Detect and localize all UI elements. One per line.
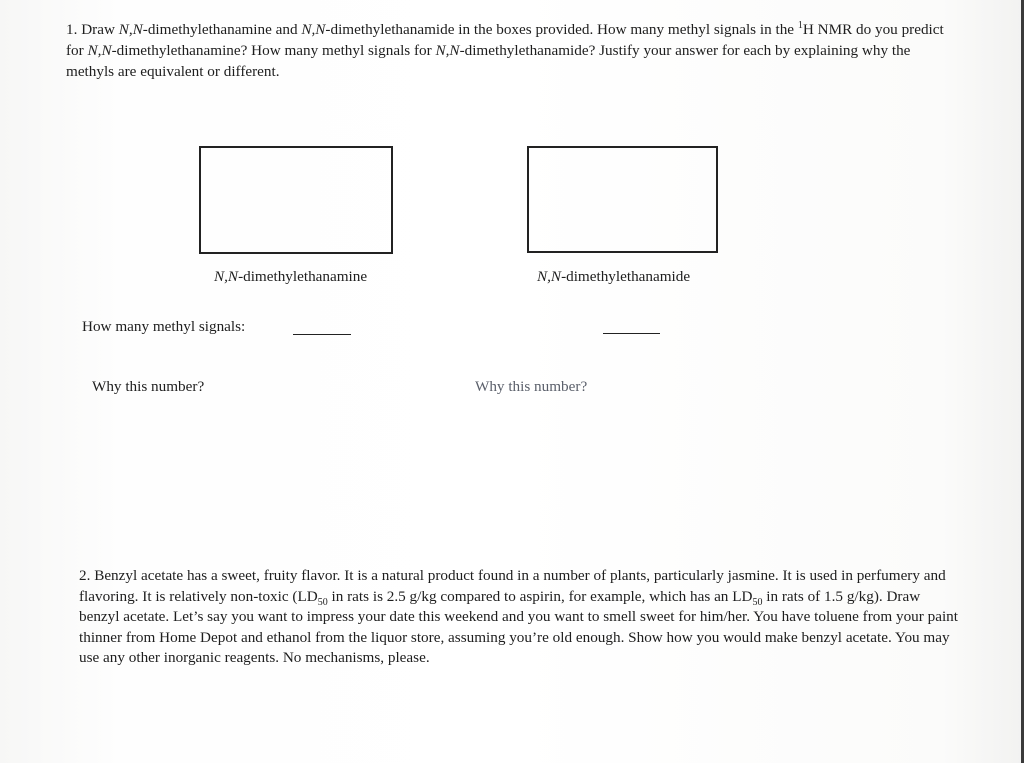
amine-signals-blank[interactable] [293,334,351,335]
amine-why-label: Why this number? [92,378,205,395]
question-number: 1. [66,21,78,38]
q1-text-part: -dimethylethanamine? How many methyl signals for [111,42,436,59]
methyl-signals-label: How many methyl signals: [82,318,246,335]
amine-locant: N,N [214,268,239,285]
question-2-text [79,566,964,669]
q1-amine-locant: N,N [118,21,143,38]
q2-text-part: 2. Benzyl acetate has a sweet, fruity flavor. It is a natural product found in a number of plants, particularly jasmine. It is used in perfumery and flavoring. It is relatively non-toxic (LD [79,567,946,605]
ld50-subscript: 50 [317,596,328,608]
amine-name: -dimethylethanamine [238,268,368,285]
q2-text-part: in rats is 2.5 g/kg compared to aspirin, for example, which has an LD [327,587,753,605]
q1-amide-locant: N,N [301,21,326,38]
q1-amine-locant: N,N [87,42,112,59]
q1-amide-locant: N,N [435,42,460,59]
amine-box-label [214,268,367,286]
amide-name: -dimethylethanamide [561,268,691,285]
q1-text-part: -dimethylethanamine and [142,21,302,38]
amide-drawing-box[interactable] [527,146,718,253]
amide-why-label: Why this number? [475,378,588,395]
q1-text-part: H NMR do you predict for [66,21,944,59]
amide-locant: N,N [537,268,562,285]
q1-text-part: -dimethylethanamide? Justify your answer for each by explaining why the methyls are equivalent or different. [66,42,911,80]
q2-text-part: in rats of 1.5 g/kg). Draw benzyl acetate. Let’s say you want to impress your date this weekend and you want to smell sweet for him/her. You have toluene from your paint thinner from Home Depot and ethanol from the liquor store, assuming you’re old enough. Show how you would make benzyl acetate. You may use any other inorganic reagents. No mechanisms, please. [79,587,958,666]
amide-box-label [537,268,690,286]
nmr-superscript: 1 [797,19,803,31]
ld50-subscript: 50 [752,596,763,608]
amine-drawing-box[interactable] [199,146,393,254]
amide-signals-blank[interactable] [603,333,660,334]
question-1-text [66,19,946,82]
q1-text-part: Draw [81,21,119,38]
q1-text-part: -dimethylethanamide in the boxes provided. How many methyl signals in the [325,21,798,38]
